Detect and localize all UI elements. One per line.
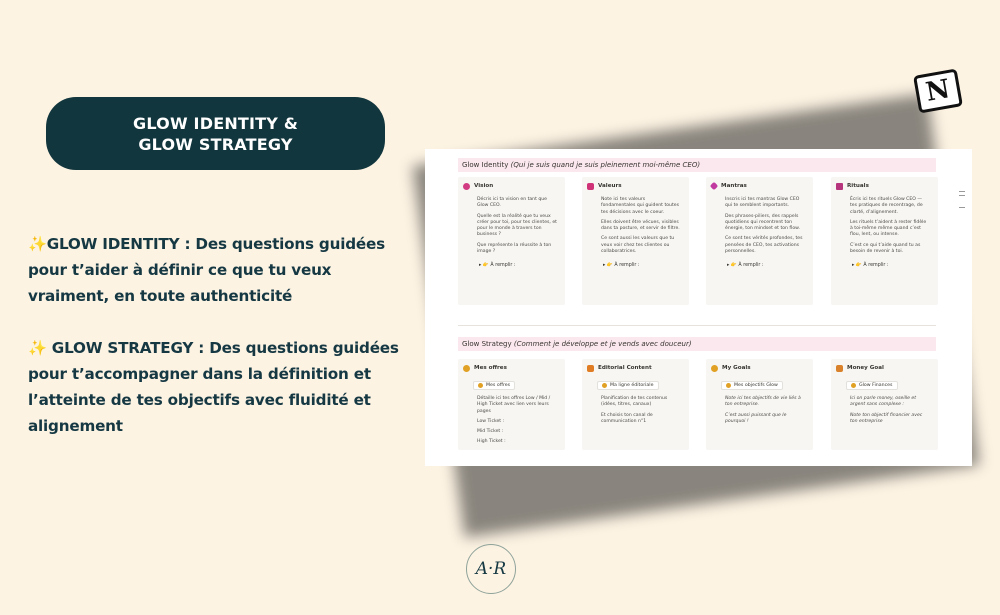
chip-label: Glow Finances bbox=[859, 383, 893, 388]
brand-logo: A·R bbox=[466, 544, 516, 594]
card-title-text: My Goals bbox=[722, 365, 751, 371]
heart-icon bbox=[587, 183, 594, 190]
card-paragraph: C’est aussi puissant que le pourquoi ! bbox=[725, 412, 787, 424]
sparkle-icon bbox=[710, 182, 718, 190]
card-paragraph: Elles doivent être vécues, visibles dans ta posture, et servir de filtre. bbox=[601, 219, 680, 232]
identity-header-sub: (Qui je suis quand je suis pleinement moi-même CEO) bbox=[510, 161, 701, 169]
card-paragraph: Que représente la réussite à ton image ? bbox=[477, 242, 552, 255]
card-body bbox=[836, 396, 934, 425]
mantras-card[interactable] bbox=[706, 177, 813, 305]
identity-description bbox=[28, 231, 408, 309]
card-paragraph: Détaille ici tes offres Low / Mid / High Ticket avec lien vers leurs pages bbox=[477, 396, 551, 414]
sparkle-icon: ✨ bbox=[28, 339, 47, 357]
link-dot-icon bbox=[726, 383, 731, 388]
editorial-card-title bbox=[587, 363, 685, 373]
offres-card[interactable] bbox=[458, 359, 565, 450]
card-paragraph: High Ticket : bbox=[477, 439, 506, 445]
target-icon bbox=[711, 365, 718, 372]
link-dot-icon bbox=[478, 383, 483, 388]
notion-logo-icon: N bbox=[913, 68, 963, 113]
offres-link-chip[interactable] bbox=[473, 381, 515, 390]
section-divider bbox=[458, 325, 936, 326]
identity-section-header bbox=[458, 158, 936, 172]
strategy-description-text: GLOW STRATEGY : Des questions guidées pour t’accompagner dans la définition et l’atteinte de tes objectifs avec fluidité et alignement bbox=[28, 339, 399, 435]
scroll-mark bbox=[959, 195, 965, 196]
card-paragraph: Note ici tes objectifs de vie liés à ton entreprise. bbox=[725, 396, 801, 408]
card-paragraph: Ce sont tes vérités profondes, tes pensées de CEO, tes activations personnelles. bbox=[725, 236, 803, 255]
sparkle-icon: ✨ bbox=[28, 235, 47, 253]
flower-icon bbox=[836, 183, 843, 190]
calendar-icon bbox=[587, 365, 594, 372]
card-paragraph: Planification de tes contenus (idées, titres, canaux) bbox=[601, 396, 668, 408]
card-title-text: Rituals bbox=[847, 183, 869, 189]
chip-label: Mes objectifs Glow bbox=[734, 383, 778, 388]
editorial-card[interactable] bbox=[582, 359, 689, 450]
strategy-header-sub: (Comment je développe et je vends avec douceur) bbox=[513, 340, 692, 348]
money-icon bbox=[836, 365, 843, 372]
goals-link-chip[interactable] bbox=[721, 381, 783, 390]
rituals-card-title bbox=[836, 181, 934, 191]
notion-screenshot bbox=[425, 149, 972, 466]
money-card-title bbox=[836, 363, 934, 373]
eye-icon bbox=[463, 183, 470, 190]
card-paragraph: Des phrases-piliers, des rappels quotidiens qui recentrent ton énergie, ton mindset et ton flow. bbox=[725, 213, 800, 232]
chip-label: Ma ligne éditoriale bbox=[610, 383, 654, 388]
strategy-header-label: Glow Strategy bbox=[462, 340, 512, 348]
card-paragraph: Ce sont aussi les valeurs que tu veux voir chez tes clientes ou collaboratrices. bbox=[601, 236, 675, 255]
rituals-card[interactable] bbox=[831, 177, 938, 305]
card-title-text: Valeurs bbox=[598, 183, 622, 189]
card-paragraph: Quelle est la réalité que tu veux créer pour toi, pour tes clientes, et pour le monde à travers ton business ? bbox=[477, 213, 557, 238]
mantras-card-title bbox=[711, 181, 809, 191]
editorial-link-chip[interactable] bbox=[597, 381, 659, 390]
scroll-mark bbox=[959, 207, 965, 208]
identity-header-label: Glow Identity bbox=[462, 161, 509, 169]
check-circle-icon bbox=[463, 365, 470, 372]
card-title-text: Mantras bbox=[721, 183, 747, 189]
card-body bbox=[711, 396, 809, 425]
valeurs-card[interactable] bbox=[582, 177, 689, 305]
money-link-chip[interactable] bbox=[846, 381, 898, 390]
card-paragraph: Note ici tes valeurs fondamentales qui guident toutes tes décisions avec le coeur. bbox=[601, 197, 679, 215]
card-title-text: Editorial Content bbox=[598, 365, 652, 371]
card-body bbox=[587, 396, 685, 425]
scroll-mark bbox=[959, 191, 965, 192]
card-body bbox=[463, 197, 561, 268]
card-title-text: Money Goal bbox=[847, 365, 884, 371]
offres-card-title bbox=[463, 363, 561, 373]
card-paragraph: Décris ici ta vision en tant que Glow CEO. bbox=[477, 197, 548, 209]
card-paragraph: Ici on parle money, oseille et argent sans complexe : bbox=[850, 396, 917, 408]
link-dot-icon bbox=[602, 383, 607, 388]
card-body bbox=[711, 197, 809, 268]
fill-toggle[interactable]: ▸ 👉 À remplir : bbox=[479, 263, 516, 269]
goals-card[interactable] bbox=[706, 359, 813, 450]
link-dot-icon bbox=[851, 383, 856, 388]
card-body bbox=[587, 197, 685, 268]
card-paragraph: Les rituels t’aident à rester fidèle à toi-même même quand c’est flou, lent, ou intense. bbox=[850, 219, 927, 238]
title-line-1: GLOW IDENTITY & bbox=[132, 113, 299, 133]
vision-card-title bbox=[463, 181, 561, 191]
card-paragraph: C’est ce qui t’aide quand tu as besoin de revenir à toi. bbox=[850, 242, 921, 255]
goals-card-title bbox=[711, 363, 809, 373]
card-paragraph: Low Ticket : bbox=[477, 418, 505, 424]
vision-card[interactable] bbox=[458, 177, 565, 305]
money-card[interactable] bbox=[831, 359, 938, 450]
card-title-text: Mes offres bbox=[474, 365, 507, 371]
chip-label: Mes offres bbox=[486, 383, 511, 388]
title-line-2: GLOW STRATEGY bbox=[138, 134, 293, 154]
fill-toggle[interactable]: ▸ 👉 À remplir : bbox=[852, 263, 889, 269]
strategy-section-header bbox=[458, 337, 936, 351]
card-paragraph: Mid Ticket : bbox=[477, 429, 504, 435]
fill-toggle[interactable]: ▸ 👉 À remplir : bbox=[603, 263, 640, 269]
fill-toggle[interactable]: ▸ 👉 À remplir : bbox=[727, 263, 764, 269]
card-title-text: Vision bbox=[474, 183, 494, 189]
strategy-description bbox=[28, 335, 408, 439]
valeurs-card-title bbox=[587, 181, 685, 191]
card-body bbox=[463, 396, 561, 446]
card-paragraph: Écris ici tes rituels Glow CEO — tes pratiques de recentrage, de clarté, d’alignement. bbox=[850, 197, 923, 215]
title-pill bbox=[46, 97, 385, 170]
card-paragraph: Et choisis ton canal de communication n°1 bbox=[601, 412, 653, 424]
card-paragraph: Inscris ici tes mantras Glow CEO qui te semblent importants. bbox=[725, 197, 800, 209]
card-body bbox=[836, 197, 934, 268]
identity-description-text: GLOW IDENTITY : Des questions guidées pour t’aider à définir ce que tu veux vraiment, en toute authenticité bbox=[28, 235, 385, 305]
card-paragraph: Note ton objectif financier avec ton entreprise bbox=[850, 412, 923, 424]
